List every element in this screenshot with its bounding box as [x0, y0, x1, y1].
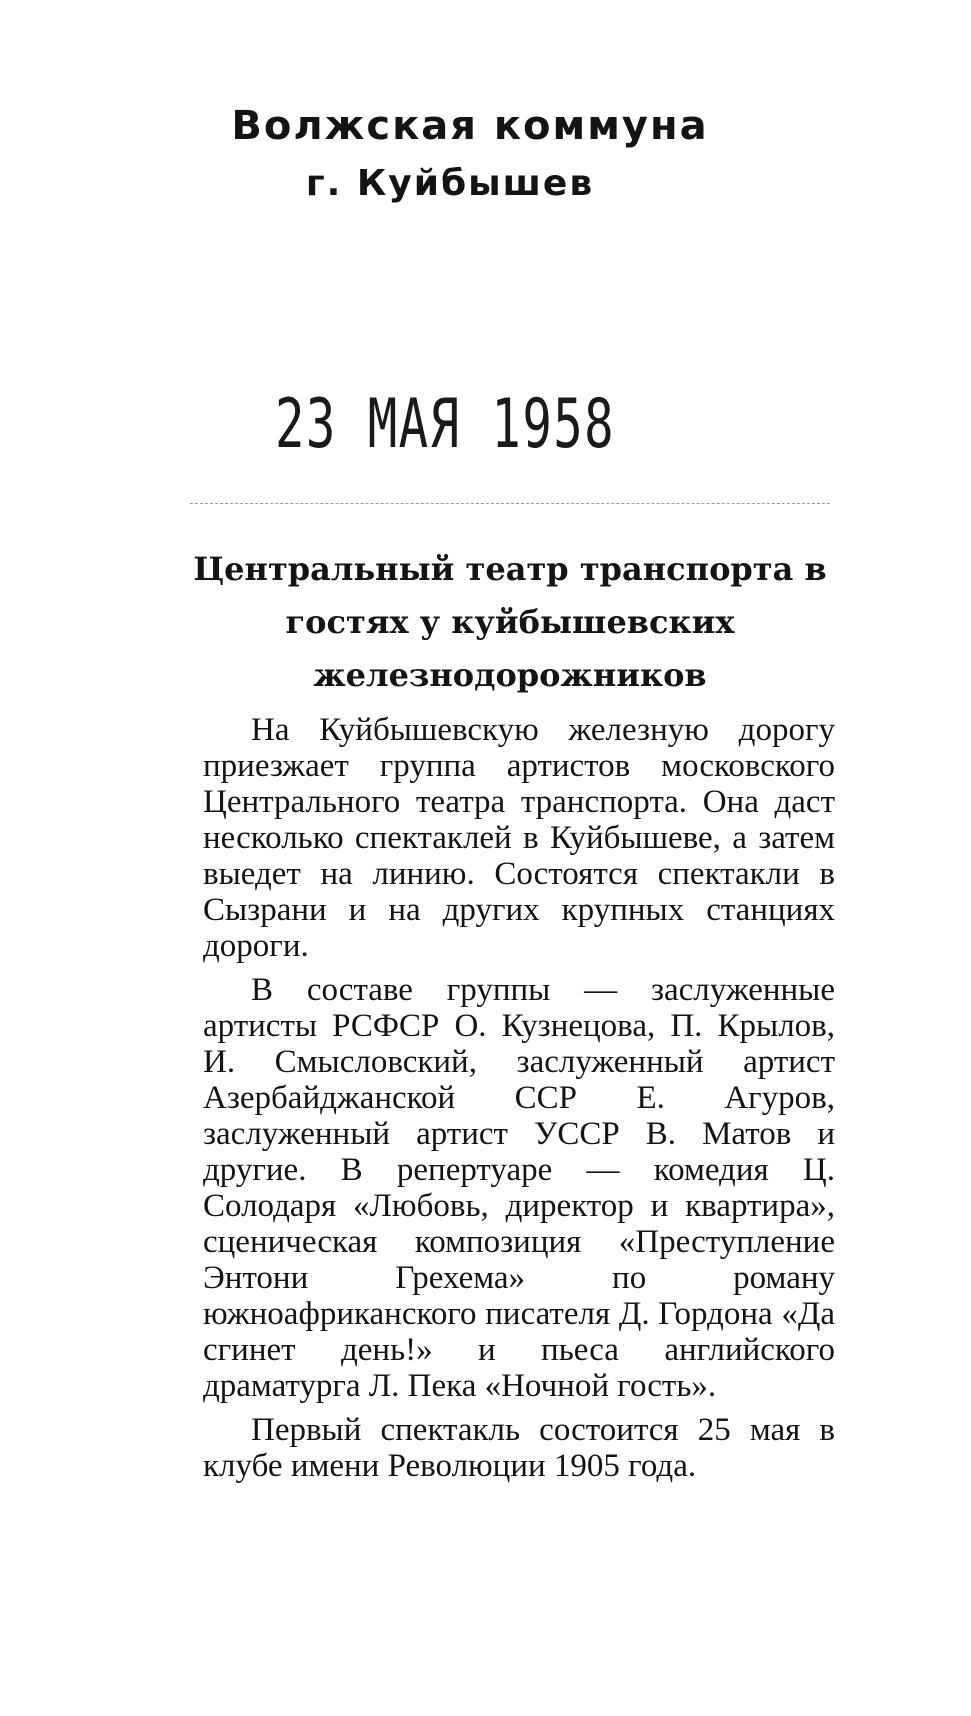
article-paragraph: Первый спектакль состоится 25 мая в клубе имени Революции 1905 года. [203, 1412, 835, 1484]
article-paragraph: На Куйбышевскую железную дорогу приезжает группа артистов московского Центрального театра транспорта. Она даст несколько спектаклей в Куйбышеве, а затем выедет на линию. Состоятся спектакли в Сызрани и на других крупных станциях дороги. [203, 712, 835, 964]
article-paragraph: В составе группы — заслуженные артисты РСФСР О. Кузнецова, П. Крылов, И. Смысловский, заслуженный артист Азербайджанской ССР Е. Агуров, заслуженный артист УССР В. Матов и другие. В репертуаре — комедия Ц. Солодаря «Любовь, директор и квартира», сценическая композиция «Преступление Энтони Грехема» по роману южноафриканского писателя Д. Гордона «Да сгинет день!» и пьеса английского драматурга Л. Пека «Ночной гость». [203, 972, 835, 1404]
date-stamp: 23 МАЯ 1958 [275, 385, 616, 464]
article-headline: Центральный театр транспорта в гостях у куйбышевских железнодорожников [193, 550, 827, 694]
city-stamp: г. Куйбышев [305, 163, 595, 204]
article-body [203, 712, 835, 1492]
newspaper-name-stamp: Волжская коммуна [231, 103, 709, 149]
divider [190, 503, 830, 504]
